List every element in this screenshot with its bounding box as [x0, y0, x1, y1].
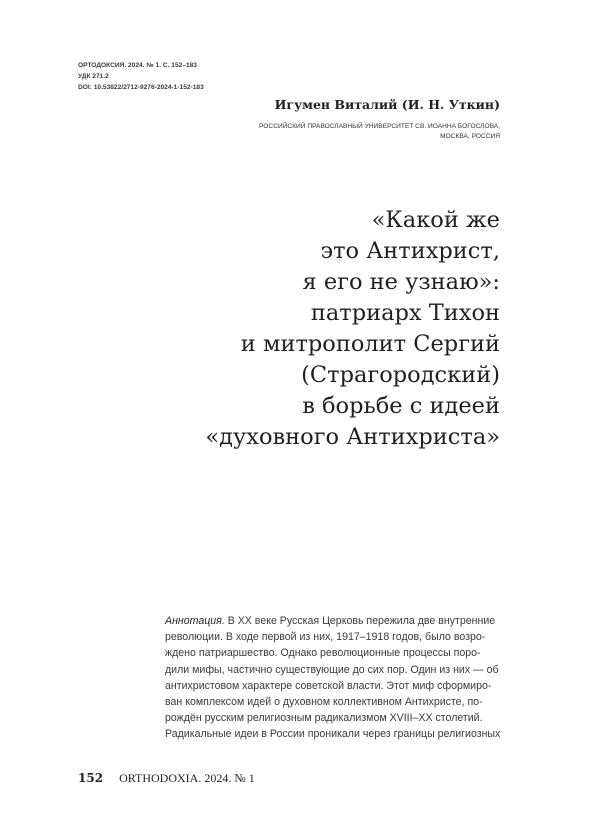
article-metadata [78, 60, 204, 93]
abstract-line: ждено патриаршество. Однако революционные процессы поро- [165, 647, 481, 660]
title-line: это Антихрист, [320, 238, 500, 264]
abstract-line: Радикальные идеи в России проникали через границы религиозных [165, 728, 501, 741]
abstract-line: ван комплексом идей о духовном коллективном Антихристе, по- [165, 696, 483, 709]
abstract [165, 613, 501, 743]
abstract-line: революции. В ходе первой из них, 1917–1918 годов, было возро- [165, 631, 486, 644]
abstract-line: антихристовом характере советской власти. Этот миф сформиро- [165, 679, 492, 692]
article-title [205, 205, 500, 453]
title-line: патриарх Тихон [310, 300, 500, 326]
journal-name: ORTHODOXIA. 2024. № 1 [119, 771, 255, 785]
title-line: в борьбе с идеей [302, 393, 500, 419]
page-footer [78, 771, 255, 786]
abstract-line: дили мифы, частично существующие до сих пор. Один из них — об [165, 663, 499, 676]
doi-line: DOI: 10.53822/2712-9276-2024-1-152-183 [78, 84, 204, 91]
title-line: и митрополит Сергий [240, 331, 500, 357]
affiliation-line-1: РОССИЙСКИЙ ПРАВОСЛАВНЫЙ УНИВЕРСИТЕТ СВ. ИОАННА БОГОСЛОВА, [259, 123, 500, 130]
page-number: 152 [78, 771, 104, 785]
abstract-label: Аннотация. [165, 615, 225, 627]
affiliation-line-2: МОСКВА, РОССИЯ [440, 133, 500, 140]
abstract-line: рождён русским религиозным радикализмом XVIII–XX столетий. [165, 712, 483, 725]
title-line: я его не узнаю»: [302, 269, 500, 295]
title-line: «Какой же [371, 207, 500, 233]
author-affiliation [259, 122, 500, 142]
udc-line: УДК 271.2 [78, 73, 109, 80]
citation-line: ОРТОДОКСИЯ. 2024. № 1. С. 152–183 [78, 62, 197, 69]
author-name: Игумен Виталий (И. Н. Уткин) [274, 97, 500, 112]
title-line: (Страгородский) [301, 362, 500, 388]
abstract-line [165, 613, 501, 629]
title-line: «духовного Антихриста» [205, 424, 500, 450]
abstract-text: В XX веке Русская Церковь пережила две внутренние [224, 615, 496, 627]
